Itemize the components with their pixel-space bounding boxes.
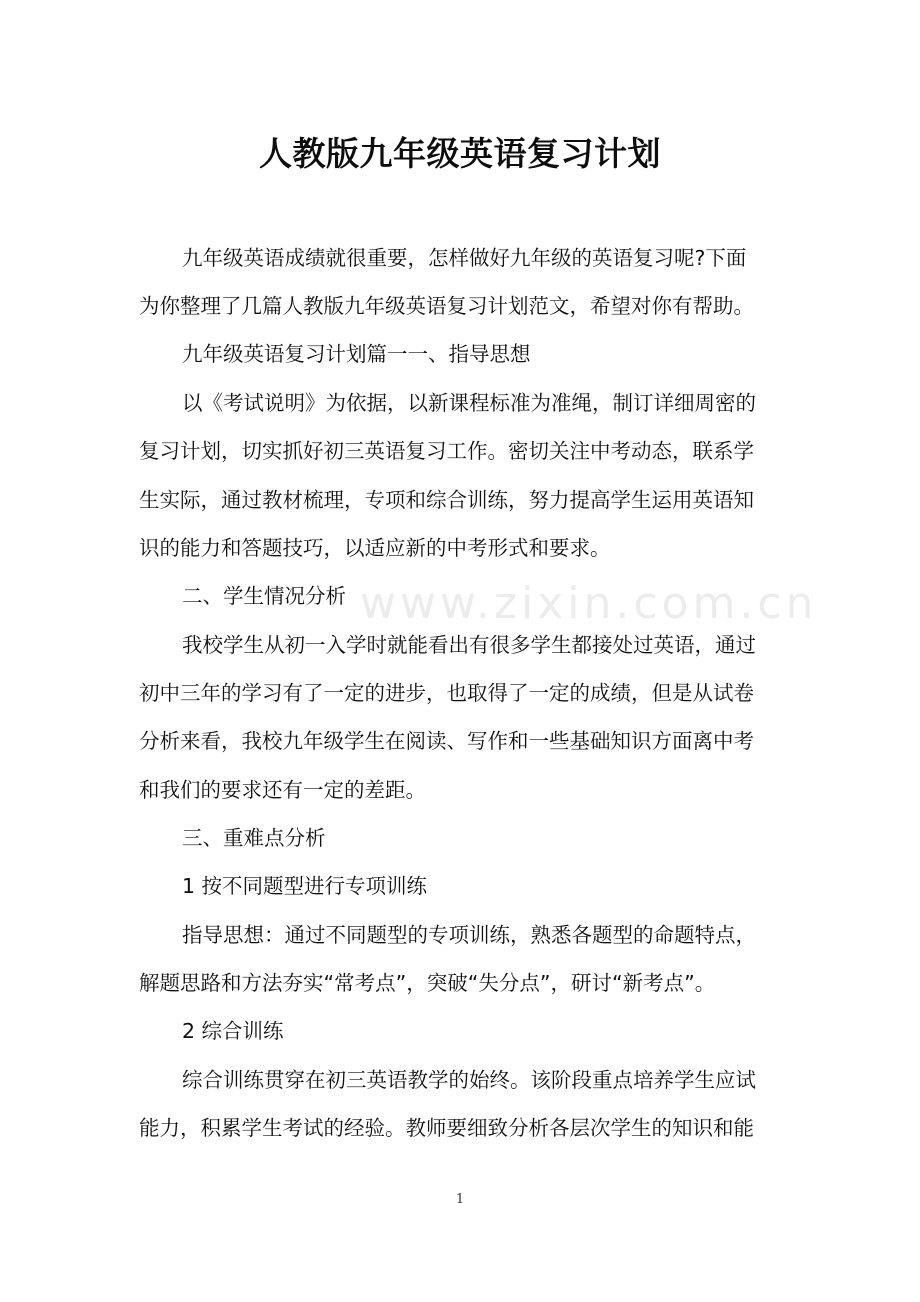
section-heading: 三、重难点分析	[182, 826, 326, 850]
paragraph-line: 我校学生从初一入学时就能看出有很多学生都接处过英语，通过	[182, 633, 756, 657]
paragraph-line: 复习计划，切实抓好初三英语复习工作。密切关注中考动态，联系学	[139, 439, 754, 463]
paragraph-line: 和我们的要求还有一定的差距。	[139, 778, 426, 802]
paragraph-line: 综合训练贯穿在初三英语教学的始终。该阶段重点培养学生应试	[182, 1068, 756, 1092]
section-heading: 二、学生情况分析	[182, 584, 346, 608]
page-number: 1	[455, 1192, 465, 1207]
paragraph-line: 以《考试说明》为依据，以新课程标准为准绳，制订详细周密的	[182, 391, 756, 415]
paragraph-line: 九年级英语成绩就很重要，怎样做好九年级的英语复习呢?下面	[182, 246, 747, 270]
document-title: 人教版九年级英语复习计划	[259, 134, 661, 173]
paragraph-line: 生实际，通过教材梳理，专项和综合训练，努力提高学生运用英语知	[139, 488, 754, 512]
paragraph-line: 九年级英语复习计划篇一一、指导思想	[182, 342, 531, 366]
paragraph-line: 初中三年的学习有了一定的进步，也取得了一定的成绩，但是从试卷	[139, 681, 754, 705]
paragraph-line: 分析来看，我校九年级学生在阅读、写作和一些基础知识方面离中考	[139, 729, 754, 753]
subsection-heading: 1 按不同题型进行专项训练	[182, 874, 428, 898]
subsection-heading: 2 综合训练	[182, 1019, 284, 1043]
paragraph-line: 识的能力和答题技巧，以适应新的中考形式和要求。	[139, 536, 611, 560]
paragraph-line: 为你整理了几篇人教版九年级英语复习计划范文，希望对你有帮助。	[139, 294, 754, 318]
paragraph-line: 能力，积累学生考试的经验。教师要细致分析各层次学生的知识和能	[139, 1116, 754, 1140]
paragraph-line: 解题思路和方法夯实“常考点”，突破“失分点”，研讨“新考点”。	[139, 971, 716, 995]
paragraph-line: 指导思想：通过不同题型的专项训练，熟悉各题型的命题特点，	[182, 923, 756, 947]
watermark: www.zixin.com.cn	[360, 578, 818, 629]
